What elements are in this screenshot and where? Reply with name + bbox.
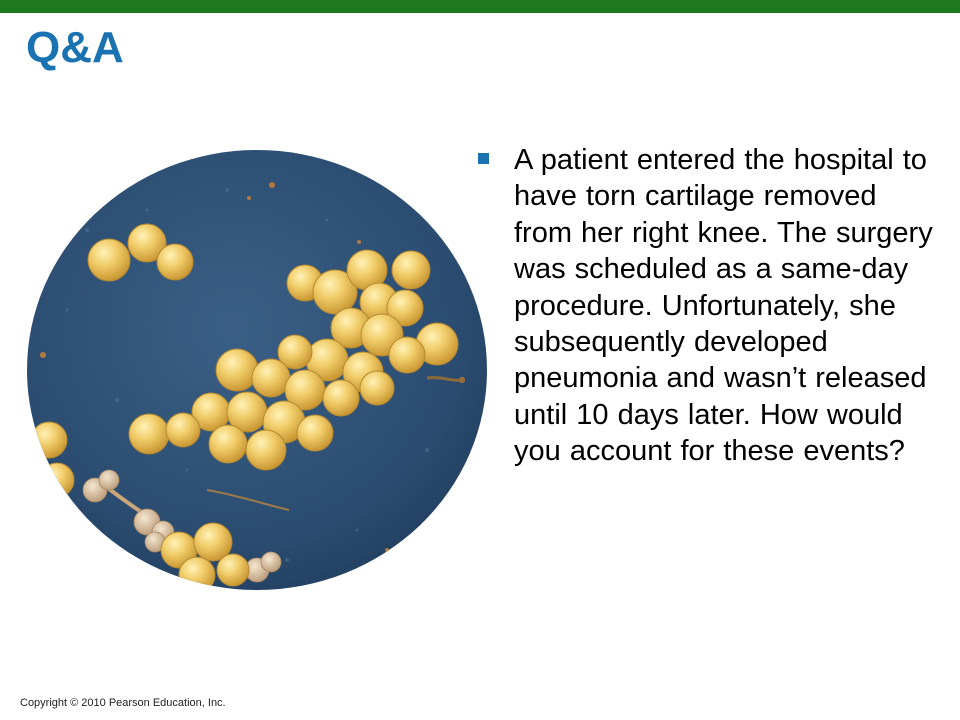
square-bullet-icon [478,153,489,164]
bacteria-micrograph-image [27,150,487,590]
top-accent-bar [0,0,960,13]
slide-title: Q&A [26,23,124,72]
bullet-item [478,142,948,470]
bullet-text: A patient entered the hospital to have torn cartilage removed from her right knee. The surgery was scheduled as a same-day procedure. Unfortunately, she subsequently developed pneumonia and wasn’t released until 10 days later. How would you account for these events? [514,144,933,468]
bullet-list [478,142,948,470]
copyright-notice: Copyright © 2010 Pearson Education, Inc. [20,697,226,709]
